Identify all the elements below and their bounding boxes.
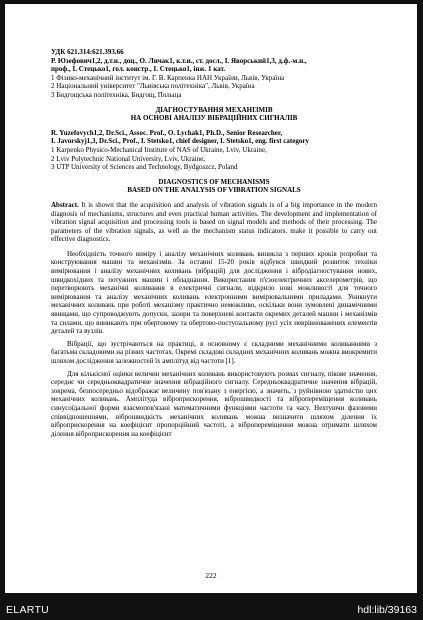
title-en-line1: DIAGNOSTICS OF MECHANISMS <box>158 177 270 186</box>
authors-ua-line2: проф., І. Стецько1, гол. констр., І. Стецько1, інж. 1 кат. <box>51 65 226 74</box>
body-paragraph-2: Вібрації, що зустрічаються на практиці, в основному є складними механічними коливаннями з багатьма складовими на різних частотах. Окремі складові складних механічних коливань можна виокремити шляхом дослідження залежностей їх амплітуд від частоти [1]. <box>51 339 377 365</box>
affiliation-ua-3: 3 Бидгощська політехніка, Бидгощ, Польща <box>51 90 182 99</box>
abstract <box>51 201 377 244</box>
affiliation-en-2: 2 Lviv Polytechnic National University, Lviv, Ukraine, <box>51 154 206 163</box>
abstract-text: It is shown that the acquisition and analysis of vibration signals is of a big importance in the modern diagnosis of mechanisms, structures and even practical human activities. The development and implementation of vibration signal acquisition and processing tools is based on signal models and methods of their processing. The parameters of the vibration signals, as well as the mechanism status indicators, make it possible to carry out effective diagnostics. <box>51 200 377 244</box>
handle-identifier: hdl:lib/39163 <box>357 604 417 616</box>
title-ua-line1: ДІАГНОСТУВАННЯ МЕХАНІЗМІВ <box>155 105 273 114</box>
affiliation-ua-2: 2 Національний університет "Львівська політехніка", Львів, Україна <box>51 82 255 91</box>
udc-code: УДК 621.314:621.393.66 <box>51 48 124 56</box>
abstract-label: Abstract. <box>51 200 79 209</box>
repository-name: ELARTU <box>6 604 50 616</box>
title-ua-line2: НА ОСНОВІ АНАЛІЗУ ВІБРАЦІЙНИХ СИГНАЛІВ <box>130 114 298 123</box>
page-number: 222 <box>205 571 217 580</box>
body-paragraph-1: Необхідність точного виміру і аналізу механічних коливань виникла з перших кроків розробки та конструювання машин та механізмів. За останні 15-20 років відбувся швидкий розвиток техніки вимірювання і аналізу механічних коливань (вібрацій) для дослідження і вібродіагностування нових, швидкохідних та потужних машин і обладнання. Використання п'єзоелектричних акселерометрів, що перетворюють механічні коливання в електричні сигнали, відкрило нові можливості для точного вимірювання та аналізу механічних коливань електронними вимірювальними приладами. Уникнути механічних коливань при роботі механізму практично неможливо, оскільки вони зумовлені динамічними явищами, що супроводжують допуски, зазори та поверхневі контакти окремих деталей машин і механізмів та силами, що виникають при обертовому та обертово-поступальному русі усіх неврівноважених елементів деталей та вузлів. <box>51 249 377 336</box>
page-content <box>51 48 377 438</box>
title-en-line2: BASED ON THE ANALYSIS OF VIBRATION SIGNALS <box>127 186 301 195</box>
footer-bar <box>0 593 423 620</box>
body-paragraph-3: Для кількісної оцінки величин механічних коливань використовують розмах сигналу, пікове значення, середнє чи середньоквадратичне значення вібраційного сигналу. Середньоквадратичне значення вібрацій, зокрема, безпосередньо відображає величину пов'язану з енергією, а значить, з руйнівною здатністю цих механічних коливань. Амплітуда віброприскорення, віброшвидкості та вібропереміщення коливань синусоїдальної форми взаємопов'язані математичними функціями частоти та часу. Нехтуючи фазовими співвідношеннями, віброшвидкість механічних коливань можна визначити шляхом ділення їх віброприскорення на коефіцієнт пропорційний частоті, а вібропереміщення можна отримати шляхом ділення віброприскорення на коефіцієнт <box>51 369 377 438</box>
document-page <box>5 4 417 593</box>
authors-ua-line1: Р. Юзефович1,2, д.т.н., доц., О. Личак1, к.т.н., ст. досл., І. Яворський1,3, д.ф.-м.н., <box>51 56 307 65</box>
authors-en-line2: I. Javorskyj1,3, Dr.Sci., Prof., I. Stetsko1, chief designer, I. Stetsko1, eng. first category <box>51 137 309 146</box>
affiliation-en-3: 3 UTP University of Sciences and Technology, Bydgoszcz, Poland <box>51 163 238 172</box>
affiliation-en-1: 1 Karpenko Physico-Mechanical Institute of NAS of Ukraine, Lviv, Ukraine, <box>51 145 267 154</box>
affiliation-ua-1: 1 Фізико-механічний інститут ім. Г. В. Карпенка НАН України, Львів, Україна <box>51 73 285 82</box>
authors-en-line1: R. Yuzefovych1,2, Dr.Sci., Assoc. Prof., O. Lychak1, Ph.D., Senior Researcher, <box>51 128 283 137</box>
